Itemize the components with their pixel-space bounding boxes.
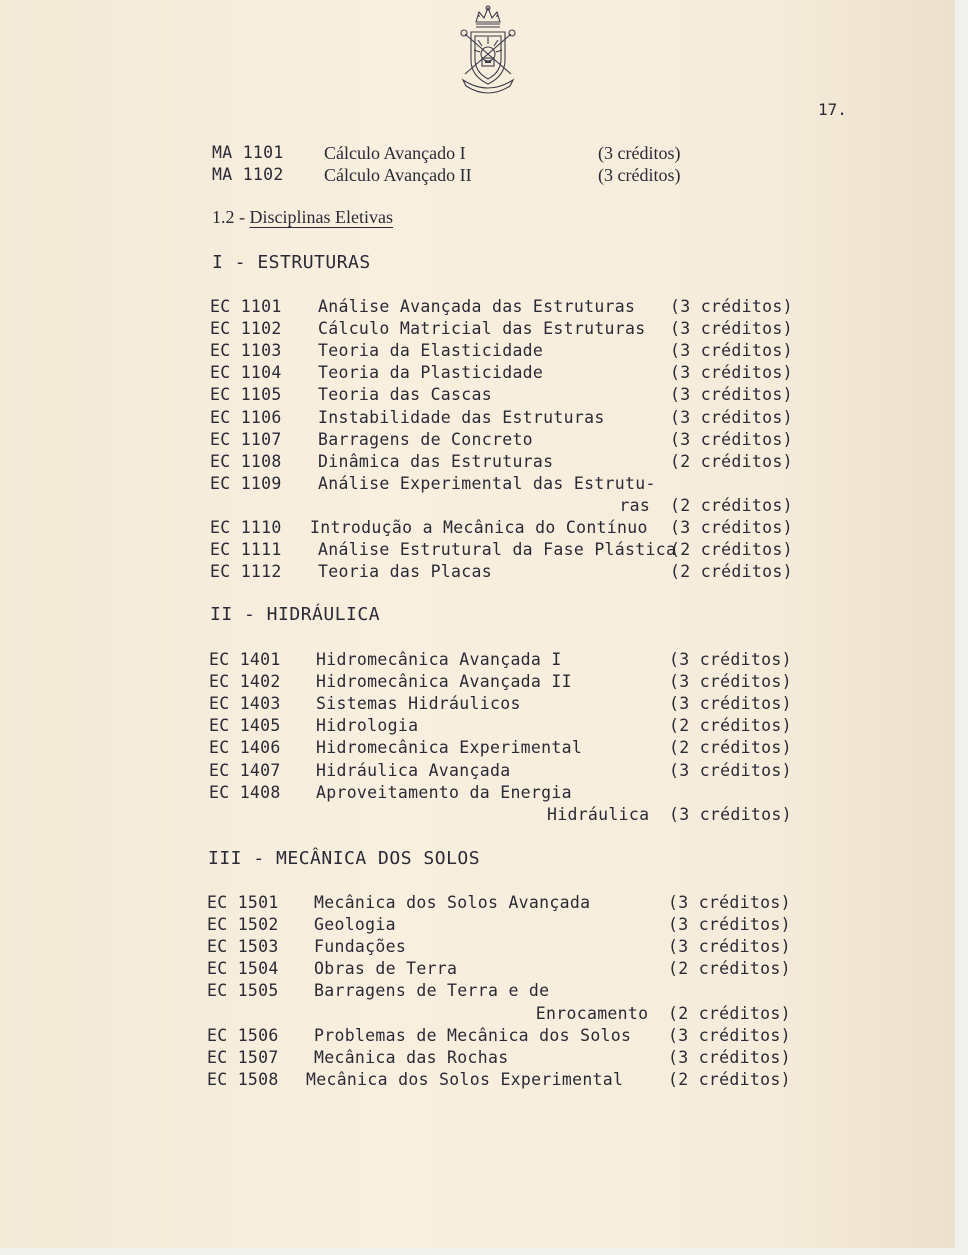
- course-code: EC 1502: [207, 915, 279, 935]
- course-code: EC 1506: [207, 1025, 279, 1045]
- course-credits: (2 créditos): [670, 562, 793, 582]
- course-code: EC 1501: [207, 893, 279, 912]
- course-title: Teoria das Cascas: [318, 385, 492, 405]
- course-title: Análise Avançada das Estruturas: [318, 297, 636, 316]
- university-seal-icon: [455, 4, 521, 96]
- course-code: EC 1104: [210, 363, 282, 383]
- course-code: EC 1504: [207, 959, 279, 979]
- course-title: Mecânica dos Solos Experimental: [306, 1069, 624, 1089]
- course-title: Análise Estrutural da Fase Plástica: [318, 540, 677, 560]
- course-title: Hidromecânica Experimental: [316, 738, 583, 758]
- course-title: Teoria da Elasticidade: [318, 341, 544, 361]
- course-code: EC 1106: [210, 407, 282, 427]
- course-credits: (2 créditos): [669, 738, 792, 758]
- course-code: EC 1102: [210, 319, 282, 339]
- course-code: EC 1407: [209, 760, 281, 780]
- course-title: Mecânica dos Solos Avançada: [314, 893, 591, 912]
- course-code: EC 1111: [210, 540, 282, 560]
- course-credits: (3 créditos): [669, 650, 792, 669]
- course-code: EC 1101: [210, 297, 282, 316]
- course-title: Hidromecânica Avançada I: [316, 650, 562, 669]
- course-credits: (2 créditos): [670, 451, 793, 471]
- course-title: Mecânica das Rochas: [314, 1047, 509, 1067]
- course-code: EC 1408: [209, 782, 281, 802]
- course-title: Cálculo Matricial das Estruturas: [318, 319, 646, 339]
- section-heading: II - HIDRÁULICA: [210, 604, 381, 625]
- course-title: Problemas de Mecânica dos Solos: [314, 1025, 632, 1045]
- course-title: Teoria das Placas: [318, 562, 492, 582]
- course-code: EC 1505: [207, 981, 279, 1001]
- course-credits: (3 créditos): [670, 363, 793, 383]
- course-credits: (3 créditos): [669, 804, 792, 824]
- course-title: Barragens de Terra e de: [314, 981, 550, 1001]
- course-code: EC 1105: [210, 385, 282, 405]
- course-credits: (3 créditos): [669, 760, 792, 780]
- course-credits: (3 créditos): [670, 319, 793, 339]
- course-title: Teoria da Plasticidade: [318, 363, 544, 383]
- course-code: EC 1110: [210, 518, 282, 537]
- subsection-heading: [212, 207, 393, 228]
- course-code: EC 1503: [207, 937, 279, 957]
- course-code: EC 1508: [207, 1069, 279, 1089]
- course-credits: (2 créditos): [668, 959, 791, 979]
- course-code: EC 1406: [209, 738, 281, 758]
- course-credits: (3 créditos): [598, 143, 681, 163]
- course-code: MA 1101: [212, 143, 284, 162]
- course-code: EC 1107: [210, 429, 282, 449]
- course-title: Hidromecânica Avançada II: [316, 672, 572, 692]
- course-title: Geologia: [314, 915, 396, 935]
- page-number: 17.: [818, 100, 847, 119]
- course-code: EC 1401: [209, 650, 281, 669]
- course-credits: (3 créditos): [669, 672, 792, 692]
- course-code: EC 1402: [209, 672, 281, 692]
- course-title: Obras de Terra: [314, 959, 458, 979]
- course-credits: (3 créditos): [670, 518, 793, 537]
- course-credits: (2 créditos): [670, 540, 793, 560]
- course-code: EC 1403: [209, 694, 281, 714]
- course-title-continuation: Hidráulica: [547, 804, 650, 824]
- course-credits: (3 créditos): [669, 694, 792, 714]
- course-credits: (3 créditos): [670, 297, 793, 316]
- course-code: EC 1108: [210, 451, 282, 471]
- course-credits: (2 créditos): [668, 1003, 791, 1023]
- course-title: Instabilidade das Estruturas: [318, 407, 605, 427]
- subsection-title: Disciplinas Eletivas: [249, 207, 393, 227]
- page-margin-bottom: [0, 1248, 968, 1255]
- course-code: EC 1103: [210, 341, 282, 361]
- course-title: Dinâmica das Estruturas: [318, 451, 554, 471]
- course-title: Aproveitamento da Energia: [316, 782, 572, 802]
- page-margin-right: [955, 0, 968, 1255]
- course-credits: (2 créditos): [669, 716, 792, 736]
- course-title: Sistemas Hidráulicos: [316, 694, 521, 714]
- course-title: Cálculo Avançado II: [324, 165, 472, 185]
- course-credits: (3 créditos): [668, 1025, 791, 1045]
- course-code: EC 1112: [210, 562, 282, 582]
- course-credits: (3 créditos): [668, 915, 791, 935]
- course-title: Fundações: [314, 937, 407, 957]
- course-title: Introdução a Mecânica do Contínuo: [310, 518, 648, 537]
- course-credits: (3 créditos): [668, 893, 791, 912]
- course-credits: (3 créditos): [668, 937, 791, 957]
- course-title: Hidrologia: [316, 716, 419, 736]
- course-code: EC 1405: [209, 716, 281, 736]
- section-heading: I - ESTRUTURAS: [212, 252, 371, 273]
- course-credits: (3 créditos): [598, 165, 681, 185]
- course-credits: (3 créditos): [670, 385, 793, 405]
- course-credits: (2 créditos): [670, 495, 793, 515]
- course-title-continuation: Enrocamento: [535, 1003, 649, 1023]
- subsection-number: 1.2 -: [212, 207, 245, 227]
- course-title: Barragens de Concreto: [318, 429, 533, 449]
- course-credits: (3 créditos): [670, 407, 793, 427]
- course-code: MA 1102: [212, 165, 284, 184]
- course-title: Cálculo Avançado I: [324, 143, 466, 163]
- section-heading: III - MECÂNICA DOS SOLOS: [208, 848, 481, 869]
- course-code: EC 1507: [207, 1047, 279, 1067]
- course-credits: (3 créditos): [670, 429, 793, 449]
- course-title-continuation: ras: [619, 495, 651, 515]
- course-code: EC 1109: [210, 473, 282, 493]
- course-credits: (3 créditos): [668, 1047, 791, 1067]
- course-title: Análise Experimental das Estrutu-: [318, 473, 656, 493]
- course-credits: (3 créditos): [670, 341, 793, 361]
- course-title: Hidráulica Avançada: [316, 760, 511, 780]
- course-credits: (2 créditos): [668, 1069, 791, 1089]
